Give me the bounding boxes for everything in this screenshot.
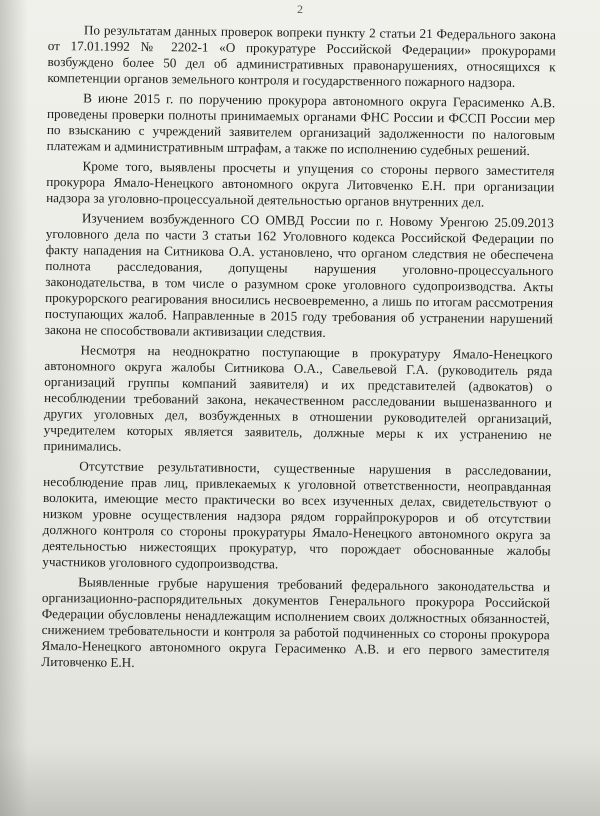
paragraph-2: В июне 2015 г. по поручению прокурора автономного округа Герасименко А.В. проведены проверки полноты принимаемых органами ФНС России и ФССП России мер по взысканию с учреждений заявителем организаций задолженности по налоговым платежам и административным штрафам, а также по исполнению судебных решений. bbox=[46, 90, 556, 159]
paragraph-7: Выявленные грубые нарушения требований федерального законодательства и организационно-распорядительных документов Генерального прокурора Российской Федерации обусловлены ненадлежащим исполнением своих должностных обязанностей, снижением требовательности и контроля за работой подчиненных со стороны прокурора Ямало-Ненецкого автономного округа Герасименко А.В. и его первого заместителя Литовченко Е.Н. bbox=[41, 574, 551, 670]
scan-shadow-left bbox=[0, 0, 28, 816]
paragraph-3: Кроме того, выявлены просчеты и упущения со стороны первого заместителя прокурора Ямало-Ненецкого автономного округа Литовченко Е.Н. при организации надзора за уголовно-процессуальной деятельностью органов внутренних дел. bbox=[46, 158, 555, 210]
document-body bbox=[41, 22, 556, 679]
paragraph-4: Изучением возбужденного СО ОМВД России по г. Новому Уренгою 25.09.2013 уголовного дела по части 3 статьи 162 Уголовного кодекса Российской Федерации по факту нападения на Ситникова О.А. установлено, что органом следствия не обеспечена полнота расследования, допущены нарушения уголовно-процессуального законодательства, в том числе о разумном сроке уголовного судопроизводства. Акты прокурорского реагирования вносились несвоевременно, а лишь по итогам рассмотрения поступающих жалоб. Направленные в 2015 году требования об устранении нарушений закона не способствовали активизации следствия. bbox=[44, 210, 555, 340]
paragraph-5: Несмотря на неоднократно поступающие в прокуратуру Ямало-Ненецкого автономного округа жалобы Ситникова О.А., Савельевой Г.А. (руководитель ряда организаций группы компаний заявителя) и их представителей (адвокатов) о несоблюдении требований закона, некачественном расследовании вышеназванного и других уголовных дел, возбужденных в отношении руководителей организаций, учредителем которых является заявитель, должные меры к их устранению не принимались. bbox=[43, 342, 553, 454]
scan-shadow-bottom bbox=[0, 746, 600, 816]
page-number: 2 bbox=[297, 2, 303, 16]
paragraph-6: Отсутствие результативности, существенные нарушения в расследовании, несоблюдение прав лиц, привлекаемых к уголовной ответственности, неоправданная волокита, имеющие место практически во всех изученных делах, свидетельствуют о низком уровне осуществления надзора рядом горрайпрокуроров и об отсутствии должного контроля со стороны прокуратуры Ямало-Ненецкого автономного округа за деятельностью нижестоящих прокуратур, что порождает обоснованные жалобы участников уголовного судопроизводства. bbox=[42, 458, 552, 572]
paragraph-1: По результатам данных проверок вопреки пункту 2 статьи 21 Федерального закона от 17.01.1992 № 2202-1 «О прокуратуре Российской Федерации» прокурорами возбуждено более 50 дел об административных правонарушениях, относящихся к компетенции органов земельного контроля и государственного пожарного надзора. bbox=[47, 22, 556, 90]
